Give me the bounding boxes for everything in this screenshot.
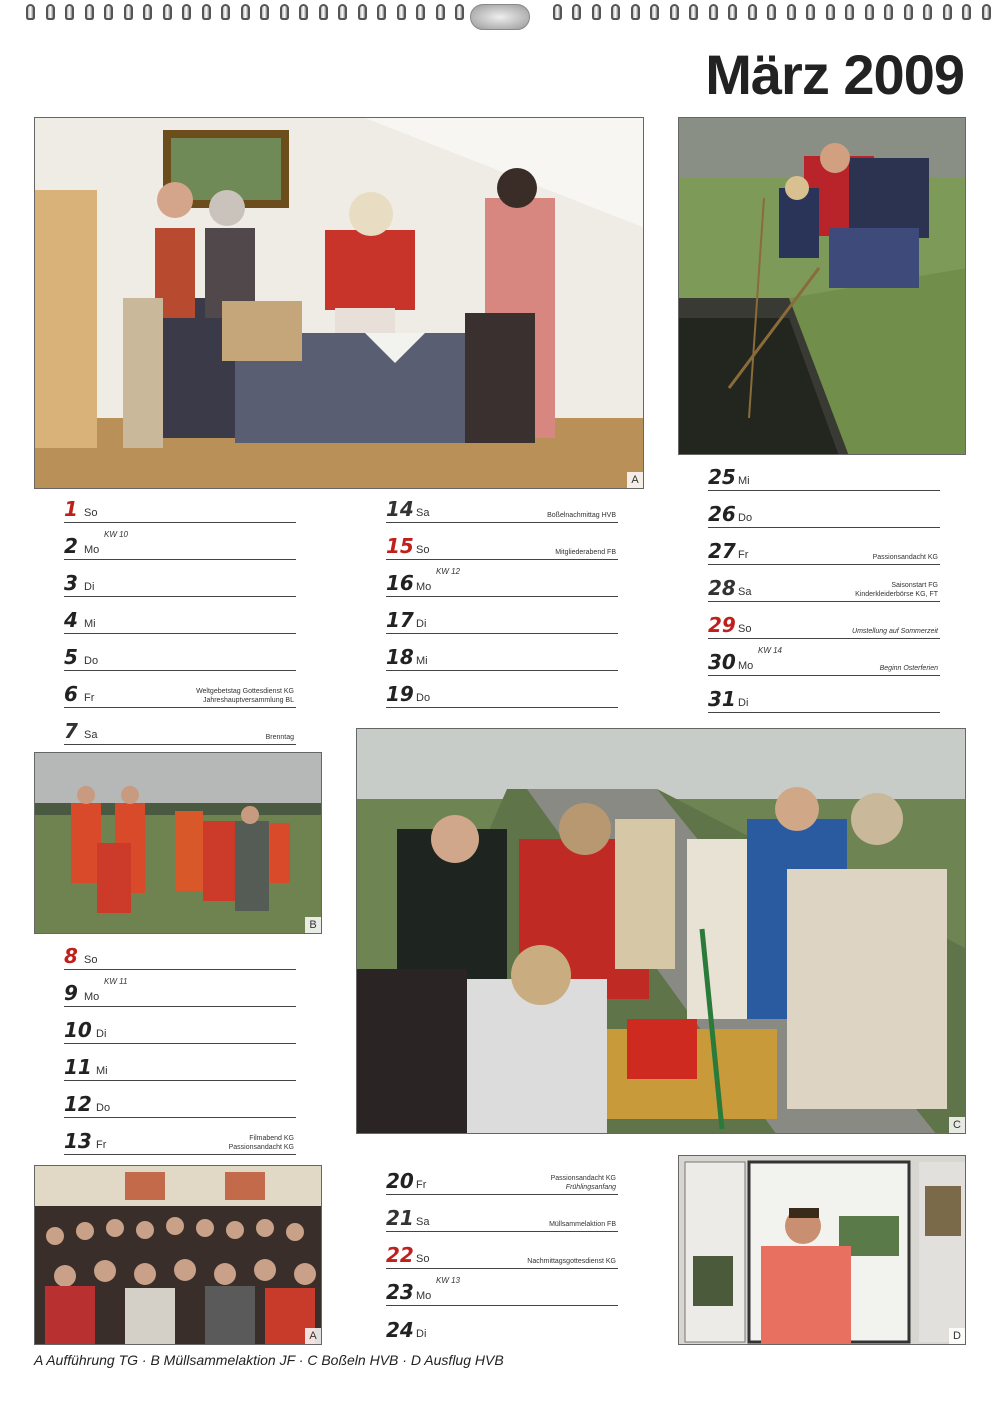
binding-ring [943,4,952,20]
day-number: 18 [386,645,414,669]
day-number: 22 [386,1243,414,1267]
weekday: Mi [96,1065,108,1077]
day-number: 10 [64,1018,92,1042]
weekday: Mo [416,1290,432,1302]
calendar-week: KW 14 [758,646,783,655]
weekday: So [738,623,752,635]
day-events [880,664,938,673]
binding-ring [46,4,55,20]
day-events [547,511,616,520]
weekday: Fr [738,549,749,561]
day-row [386,1271,618,1306]
binding-ring [26,4,35,20]
photo-ditch [678,117,966,455]
weekday: So [416,544,430,556]
photo-b-litter-collection [34,752,322,934]
binding-ring [982,4,991,20]
day-row [64,599,296,634]
binding-ring [962,4,971,20]
photo-c-bosseln [356,728,966,1134]
photo-audience-image [35,1166,322,1345]
binding-ring [865,4,874,20]
binding-ring [338,4,347,20]
weekday: Sa [84,729,98,741]
photo-c-image [357,729,966,1134]
binding-ring [748,4,757,20]
binding-ring [358,4,367,20]
day-number: 14 [386,497,414,521]
binding-ring [826,4,835,20]
day-row [386,1160,618,1195]
day-number: 27 [708,539,736,563]
day-number: 26 [708,502,736,526]
binding-ring [689,4,698,20]
binding-ring [143,4,152,20]
event: Beginn Osterferien [879,665,938,672]
binding-ring [650,4,659,20]
weekday: Mo [84,544,100,556]
day-events [873,553,938,562]
binding-ring [806,4,815,20]
photo-b-label: B [305,917,321,933]
month-title: März 2009 [705,43,964,106]
binding-ring [163,4,172,20]
event: Weltgebetstag Gottesdienst KG [196,688,294,695]
binding-ring [728,4,737,20]
weekday: Di [96,1028,107,1040]
weekday: Mi [416,655,428,667]
event: Brenntag [265,734,294,741]
day-row [386,1234,618,1269]
day-number: 5 [64,645,78,669]
day-number: 31 [708,687,736,711]
day-row [64,1046,296,1081]
event: Frühlingsanfang [565,1184,616,1191]
weekday: Mo [416,581,432,593]
weekday: Di [416,618,427,630]
day-row [708,567,940,602]
photo-d-label: D [949,1328,965,1344]
event: Passionsandacht KG [550,1175,616,1182]
photo-a-label: A [627,472,643,488]
binding-ring [85,4,94,20]
photo-a-stage-play [34,117,644,489]
event: Saisonstart FG [891,582,938,589]
day-number: 20 [386,1169,414,1193]
day-number: 28 [708,576,736,600]
event: Passionsandacht KG [228,1144,294,1151]
binding-ring [299,4,308,20]
weekday: So [416,1253,430,1265]
binding-ring [202,4,211,20]
binding-ring [787,4,796,20]
photo-c-label: C [949,1117,965,1133]
binding-ring [884,4,893,20]
weekday: Mo [84,991,100,1003]
day-events [196,687,294,705]
binding-ring [455,4,464,20]
weekday: Do [416,692,431,704]
day-number: 12 [64,1092,92,1116]
photo-ditch-image [679,118,966,455]
day-number: 17 [386,608,414,632]
weekday: Mo [738,660,754,672]
day-row [386,525,618,560]
photo-a-image [35,118,644,489]
weekday: Fr [84,692,95,704]
calendar-week: KW 12 [436,567,461,576]
day-number: 13 [64,1129,92,1153]
photo-b-image [35,753,322,934]
binding-ring [845,4,854,20]
weekday: Do [96,1102,111,1114]
day-number: 16 [386,571,414,595]
weekday: Mi [84,618,96,630]
weekday: Sa [738,586,752,598]
weekday: So [84,954,98,966]
day-row [64,1083,296,1118]
binding-ring [767,4,776,20]
binding-ring [611,4,620,20]
binding-ring [104,4,113,20]
photo-d-excursion [678,1155,966,1345]
weekday: Do [738,512,753,524]
binding-ring [377,4,386,20]
day-row [386,488,618,523]
binding-ring [319,4,328,20]
weekday: Fr [416,1179,427,1191]
day-events [229,1134,294,1152]
day-row [64,935,296,970]
day-number: 24 [386,1318,414,1342]
day-row [386,599,618,634]
day-row [64,525,296,560]
day-row [64,1009,296,1044]
binding-ring [124,4,133,20]
binding-ring [631,4,640,20]
day-number: 7 [64,719,78,743]
binding-ring [221,4,230,20]
weekday: Do [84,655,99,667]
event: Boßelnachmittag HVB [547,512,616,519]
binding-ring [260,4,269,20]
day-events [551,1174,616,1192]
binding-ring [182,4,191,20]
day-number: 30 [708,650,736,674]
day-number: 11 [64,1055,92,1079]
day-row [708,493,940,528]
calendar-week: KW 13 [436,1276,461,1285]
day-row [386,673,618,708]
day-row [708,641,940,676]
binding-ring [280,4,289,20]
day-number: 2 [64,534,78,558]
day-row [386,1197,618,1232]
event: Passionsandacht KG [872,554,938,561]
binding-ring [904,4,913,20]
binding-ring [65,4,74,20]
day-events [852,627,938,636]
day-row [64,636,296,671]
event: Müllsammelaktion FB [549,1221,616,1228]
day-row [708,530,940,565]
day-row [64,972,296,1007]
day-row [64,1120,296,1155]
day-row [64,673,296,708]
binding-ring [923,4,932,20]
day-number: 29 [708,613,736,637]
day-number: 19 [386,682,414,706]
spiral-binding [0,4,1000,26]
binding-ring [436,4,445,20]
binding-ring [553,4,562,20]
calendar-week: KW 10 [104,530,129,539]
weekday: Di [416,1328,427,1340]
weekday: Di [84,581,95,593]
day-number: 3 [64,571,78,595]
event: Umstellung auf Sommerzeit [852,628,938,635]
day-events [555,548,616,557]
day-row [708,604,940,639]
day-events [266,733,294,742]
event: Filmabend KG [249,1135,294,1142]
photo-audience-label: A [305,1328,321,1344]
photo-d-image [679,1156,966,1345]
day-row [708,456,940,491]
day-number: 6 [64,682,78,706]
weekday: Fr [96,1139,107,1151]
hanger-hole [470,4,530,30]
binding-ring [670,4,679,20]
day-events [855,581,938,599]
binding-ring [397,4,406,20]
day-row [386,562,618,597]
binding-ring [572,4,581,20]
binding-ring [709,4,718,20]
weekday: Di [738,697,749,709]
event: Nachmittagsgottesdienst KG [527,1258,616,1265]
binding-ring [241,4,250,20]
day-row [386,1308,618,1343]
day-number: 25 [708,465,736,489]
event: Jahreshauptversammlung BL [202,697,294,704]
photo-caption: A Aufführung TG · B Müllsammelaktion JF · C Boßeln HVB · D Ausflug HVB [34,1352,504,1368]
day-events [527,1257,616,1266]
binding-ring [416,4,425,20]
day-events [549,1220,616,1229]
day-row [64,488,296,523]
day-row [386,636,618,671]
day-number: 8 [64,944,78,968]
event: Kinderkleiderbörse KG, FT [855,591,938,598]
day-number: 21 [386,1206,414,1230]
day-number: 1 [64,497,78,521]
day-number: 4 [64,608,78,632]
calendar-week: KW 11 [104,977,128,986]
day-row [708,678,940,713]
event: Mitgliederabend FB [555,549,616,556]
day-number: 9 [64,981,78,1005]
day-number: 23 [386,1280,414,1304]
weekday: Sa [416,1216,430,1228]
weekday: Mi [738,475,750,487]
weekday: Sa [416,507,430,519]
day-row [64,562,296,597]
day-number: 15 [386,534,414,558]
weekday: So [84,507,98,519]
day-row [64,710,296,745]
photo-a-audience [34,1165,322,1345]
binding-ring [592,4,601,20]
